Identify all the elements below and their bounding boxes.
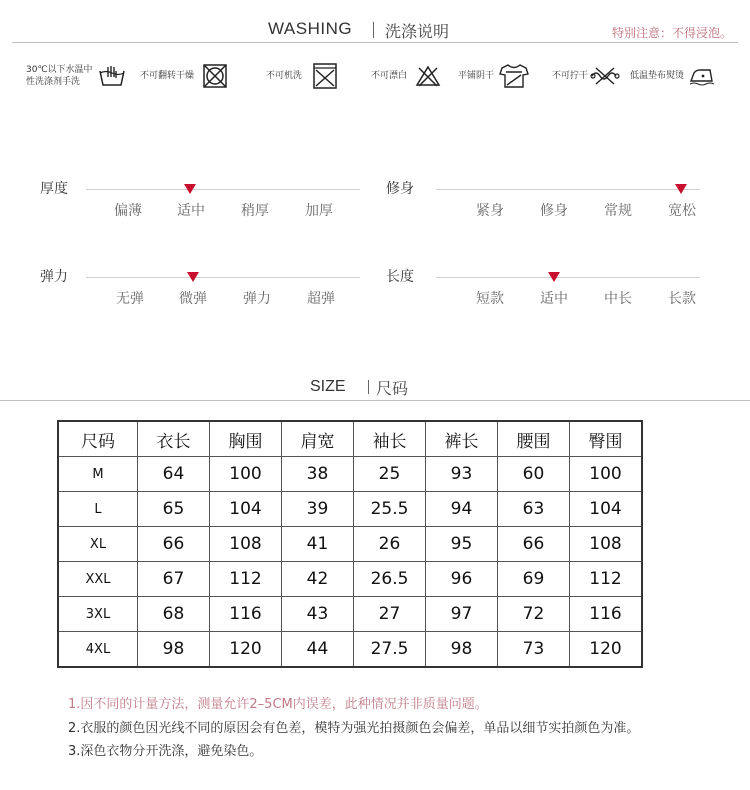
table-row: [58, 597, 642, 632]
scale-marker-icon: [184, 184, 196, 194]
scale-line: [86, 189, 360, 190]
table-cell: 68: [138, 597, 210, 632]
table-cell: 116: [210, 597, 282, 632]
wash-label: 不可翻转干燥: [140, 71, 195, 81]
table-cell: 98: [426, 632, 498, 668]
size-title: SIZE: [310, 378, 346, 395]
hand-wash-icon: [97, 63, 127, 89]
note-2: 2.衣服的颜色因光线不同的原因会有色差，模特为强光拍摄颜色会偏差，单品以细节实拍颜色为准。: [68, 721, 640, 736]
table-cell: 94: [426, 492, 498, 527]
table-header-cell: 肩宽: [282, 421, 354, 457]
table-header-cell: 裤长: [426, 421, 498, 457]
table-cell: 42: [282, 562, 354, 597]
table-cell: 100: [570, 457, 643, 492]
table-cell: 26: [354, 527, 426, 562]
scale-option: 加厚: [305, 203, 333, 219]
table-cell: 67: [138, 562, 210, 597]
size-label-cell: M: [58, 457, 138, 492]
size-label-cell: XXL: [58, 562, 138, 597]
size-label-cell: 4XL: [58, 632, 138, 668]
scale-marker-icon: [187, 272, 199, 282]
scale-option: 紧身: [476, 203, 504, 219]
table-cell: 39: [282, 492, 354, 527]
scale-elasticity: [40, 266, 360, 316]
table-cell: 63: [498, 492, 570, 527]
scale-option: 中长: [604, 291, 632, 307]
scale-title: 弹力: [40, 269, 68, 285]
table-row: [58, 632, 642, 668]
wash-label: 30℃以下水温中 性洗涤剂手洗: [26, 65, 93, 87]
scale-option: 稍厚: [241, 203, 269, 219]
title-separator: [368, 380, 369, 394]
table-cell: 72: [498, 597, 570, 632]
special-notice: 特别注意：不得浸泡。: [611, 26, 732, 40]
size-title-cn: 尺码: [376, 379, 409, 398]
table-cell: 73: [498, 632, 570, 668]
table-cell: 104: [210, 492, 282, 527]
table-cell: 93: [426, 457, 498, 492]
scale-option: 偏薄: [114, 203, 142, 219]
wash-item-no-tumble: [140, 58, 228, 94]
table-cell: 41: [282, 527, 354, 562]
wash-item-hand-wash: [26, 58, 127, 94]
wash-item-dry-flat: [458, 58, 530, 94]
size-label-cell: XL: [58, 527, 138, 562]
washing-title: WASHING: [268, 19, 353, 38]
table-cell: 108: [570, 527, 643, 562]
wash-label: 不可拧干: [552, 71, 589, 81]
size-label-cell: 3XL: [58, 597, 138, 632]
table-cell: 69: [498, 562, 570, 597]
scale-line: [436, 277, 700, 278]
table-cell: 96: [426, 562, 498, 597]
table-cell: 43: [282, 597, 354, 632]
table-cell: 112: [210, 562, 282, 597]
table-cell: 108: [210, 527, 282, 562]
scale-line: [86, 277, 360, 278]
table-header-cell: 袖长: [354, 421, 426, 457]
scale-option: 修身: [540, 203, 568, 219]
table-header-cell: 衣长: [138, 421, 210, 457]
scale-line: [436, 189, 700, 190]
scale-marker-icon: [675, 184, 687, 194]
table-cell: 25.5: [354, 492, 426, 527]
wash-item-no-bleach: [371, 58, 441, 94]
table-cell: 112: [570, 562, 643, 597]
no-bleach-icon: [415, 64, 441, 88]
wash-label: 不可机洗: [266, 71, 303, 81]
table-cell: 97: [426, 597, 498, 632]
scale-option: 宽松: [668, 203, 696, 219]
table-header-row: [58, 421, 642, 457]
table-cell: 95: [426, 527, 498, 562]
wash-item-no-wring: [552, 58, 620, 94]
table-cell: 116: [570, 597, 643, 632]
scale-title: 长度: [386, 269, 414, 285]
scale-option: 无弹: [116, 291, 144, 307]
scale-option: 适中: [177, 203, 205, 219]
wash-label: 平铺阴干: [458, 71, 495, 81]
no-machine-wash-icon: [312, 62, 338, 90]
table-row: [58, 492, 642, 527]
table-row: [58, 562, 642, 597]
table-cell: 104: [570, 492, 643, 527]
table-cell: 66: [138, 527, 210, 562]
no-tumble-dry-icon: [202, 63, 228, 89]
wash-item-low-iron: [630, 58, 716, 94]
table-cell: 27: [354, 597, 426, 632]
scale-title: 厚度: [40, 181, 68, 197]
table-cell: 44: [282, 632, 354, 668]
scale-option: 弹力: [243, 291, 271, 307]
washing-instructions: [26, 58, 746, 94]
dry-flat-shade-icon: [498, 62, 530, 90]
scale-option: 超弹: [307, 291, 335, 307]
table-row: [58, 527, 642, 562]
table-cell: 38: [282, 457, 354, 492]
scale-option: 适中: [540, 291, 568, 307]
size-table: [57, 420, 643, 668]
scale-option: 短款: [476, 291, 504, 307]
scale-thickness: [40, 178, 360, 228]
no-wring-icon: [590, 65, 620, 87]
low-iron-icon: [688, 65, 716, 87]
table-cell: 26.5: [354, 562, 426, 597]
scale-option: 微弹: [179, 291, 207, 307]
table-row: [58, 457, 642, 492]
note-3: 3.深色衣物分开洗涤，避免染色。: [68, 744, 263, 759]
table-header-cell: 腰围: [498, 421, 570, 457]
note-1: 1.因不同的计量方法，测量允许2–5CM内误差，此种情况并非质量问题。: [68, 697, 488, 712]
washing-title-cn: 洗涤说明: [385, 22, 450, 41]
table-cell: 98: [138, 632, 210, 668]
scale-option: 常规: [604, 203, 632, 219]
scale-length: [386, 266, 700, 316]
size-label-cell: L: [58, 492, 138, 527]
table-cell: 60: [498, 457, 570, 492]
table-cell: 120: [210, 632, 282, 668]
table-cell: 100: [210, 457, 282, 492]
table-cell: 25: [354, 457, 426, 492]
table-header-cell: 胸围: [210, 421, 282, 457]
scale-option: 长款: [668, 291, 696, 307]
table-cell: 27.5: [354, 632, 426, 668]
title-separator: [373, 22, 374, 38]
wash-label: 低温垫布熨烫: [630, 71, 685, 81]
table-header-cell: 臀围: [570, 421, 643, 457]
table-cell: 120: [570, 632, 643, 668]
table-cell: 64: [138, 457, 210, 492]
wash-label: 不可漂白: [371, 71, 408, 81]
wash-item-no-machine-wash: [266, 58, 338, 94]
table-cell: 66: [498, 527, 570, 562]
header-divider: [12, 42, 738, 43]
table-header-cell: 尺码: [58, 421, 138, 457]
size-divider: [0, 400, 750, 401]
scale-marker-icon: [548, 272, 560, 282]
scale-fit: [386, 178, 700, 228]
scale-title: 修身: [386, 181, 414, 197]
table-cell: 65: [138, 492, 210, 527]
